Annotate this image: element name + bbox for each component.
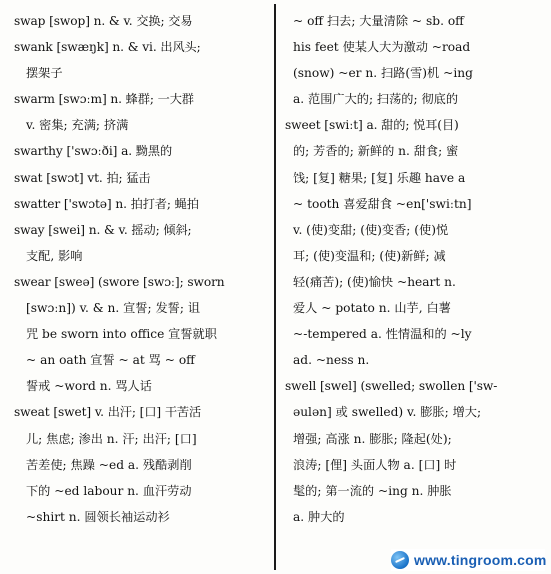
- entry-line: 苦差使; 焦躁 ~ed a. 残酷剥削: [26, 457, 192, 472]
- entry-line: ~ an oath 宣誓 ~ at 骂 ~ off: [26, 353, 195, 368]
- entry-line: sweet [swiːt] a. 甜的; 悦耳(目): [285, 118, 459, 133]
- entry-line: əulən] 或 swelled) v. 膨胀; 增大;: [293, 405, 482, 420]
- entry-line: 髦的; 第一流的 ~ing n. 肿胀: [293, 483, 452, 498]
- entry-line: 耳; (使)变温和; (使)新鲜; 减: [293, 248, 446, 263]
- entry-line: ad. ~ness n.: [293, 353, 370, 368]
- column-divider: [274, 4, 276, 570]
- entry-line: sweat [swet] v. 出汗; [口] 干苦活: [14, 405, 202, 420]
- site-watermark: [391, 549, 545, 571]
- globe-icon: [391, 551, 409, 569]
- entry-line: 轻(痛苦); (使)愉快 ~heart n.: [293, 274, 456, 289]
- watermark-text: www.tingroom.com: [414, 552, 547, 568]
- entry-line: ~ off 扫去; 大量清除 ~ sb. off: [293, 14, 464, 28]
- entry-line: 的; 芳香的; 新鲜的 n. 甜食; 蜜: [293, 144, 459, 159]
- entry-line: 咒 be sworn into office 宣誓就职: [26, 327, 217, 342]
- entry-line: swear [sweə] (swore [swɔː]; sworn: [14, 274, 225, 289]
- entry-line: a. 范围广大的; 扫荡的; 彻底的: [293, 92, 459, 107]
- left-column: [14, 8, 269, 530]
- entry-line: swank [swæŋk] n. & vi. 出风头;: [14, 40, 201, 55]
- entry-line: swat [swɔt] vt. 拍; 猛击: [14, 170, 151, 185]
- entry-line: 誓戒 ~word n. 骂人话: [26, 379, 152, 394]
- entry-line: ~-tempered a. 性情温和的 ~ly: [293, 327, 472, 342]
- entry-line: (snow) ~er n. 扫路(雪)机 ~ing: [293, 66, 473, 81]
- entry-line: swarm [swɔːm] n. 蜂群; 一大群: [14, 92, 194, 107]
- entry-line: a. 肿大的: [293, 509, 345, 524]
- entry-line: 浪涛; [俚] 头面人物 a. [口] 时: [293, 457, 457, 472]
- entry-line: sway [swei] n. & v. 摇动; 倾斜;: [14, 222, 192, 237]
- entry-line: swell [swel] (swelled; swollen ['sw-: [285, 379, 498, 394]
- entry-line: [swɔːn]) v. & n. 宣誓; 发誓; 诅: [26, 301, 201, 316]
- entry-line: his feet 使某人大为激动 ~road: [293, 40, 471, 55]
- entry-line: 增强; 高涨 n. 膨胀; 隆起(处);: [293, 431, 452, 446]
- entry-line: 儿; 焦虑; 渗出 n. 汗; 出汗; [口]: [26, 431, 197, 446]
- entry-line: 支配, 影响: [26, 248, 83, 263]
- entry-line: ~shirt n. 圆领长袖运动衫: [26, 509, 170, 524]
- entry-line: ~ tooth 喜爱甜食 ~en['swiːtn]: [293, 196, 472, 211]
- entry-line: swarthy ['swɔːði] a. 黝黑的: [14, 144, 173, 159]
- entry-line: 饯; [复] 糖果; [复] 乐趣 have a: [293, 170, 466, 185]
- entry-line: 下的 ~ed labour n. 血汗劳动: [26, 483, 192, 498]
- entry-line: 爱人 ~ potato n. 山芋, 白薯: [293, 301, 451, 316]
- entry-line: v. 密集; 充满; 挤满: [26, 118, 129, 133]
- entry-line: swatter ['swɔtə] n. 拍打者; 蝇拍: [14, 196, 199, 211]
- right-column: [285, 8, 541, 530]
- entry-line: swap [swop] n. & v. 交换; 交易: [14, 14, 193, 28]
- entry-line: 摆架子: [26, 66, 63, 81]
- entry-line: v. (使)变甜; (使)变香; (使)悦: [293, 222, 449, 237]
